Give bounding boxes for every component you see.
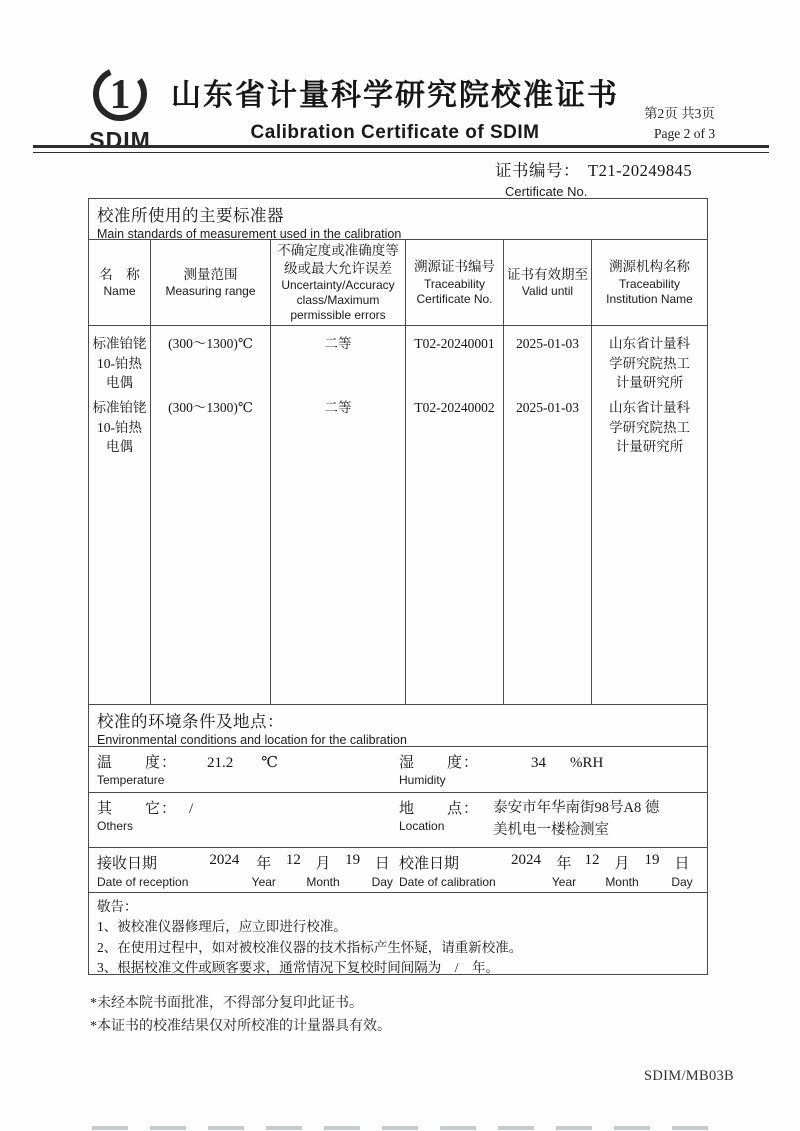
day-unit: 日 [674, 856, 690, 872]
environment-section-title [89, 704, 707, 746]
temperature-value: 21.2 [207, 755, 234, 771]
standards-table-header [89, 239, 707, 326]
humidity-block [399, 747, 707, 792]
year-unit: 年 [256, 856, 272, 872]
next-page-edge [92, 1126, 708, 1130]
reception-date-block: 接收日期 Date of reception 2024 年 Year 12 月 Month 19 日 Day [89, 848, 399, 892]
header-cell-valid-until: 证书有效期至 Valid until [504, 240, 592, 325]
humidity-unit: %RH [570, 755, 604, 771]
certificate-number-block [495, 157, 692, 199]
reception-label-cn: 接收日期 [97, 856, 158, 872]
sdim-logo-icon [87, 64, 153, 126]
notice-item: 2、在使用过程中，如对被校准仪器的技术指标产生怀疑，请重新校准。 [97, 939, 523, 955]
logo-text: SDIM [89, 127, 151, 153]
column-traceability-no [406, 326, 504, 704]
header-cell-range: 测量范围 Measuring range [151, 240, 271, 325]
standards-table-body [89, 326, 707, 704]
calibration-date-block: 校准日期 Date of calibration 2024 年 Year 12 月 Month 19 日 Day [399, 848, 707, 892]
humidity-value: 34 [531, 755, 547, 771]
certificate-title-en: Calibration Certificate of SDIM [250, 122, 540, 143]
table-cell: 二等 [324, 400, 352, 415]
table-cell: (300～1300)℃ [168, 400, 253, 415]
footnotes [90, 992, 391, 1038]
temperature-label-cn: 温 度： [97, 755, 178, 771]
calibration-year: 2024 [511, 852, 541, 868]
month-unit: 月 [315, 856, 331, 872]
temperature-block [89, 747, 399, 792]
notice-section [89, 892, 707, 976]
footnote: *未经本院书面批准，不得部分复印此证书。 [90, 996, 363, 1011]
table-cell: 二等 [324, 336, 352, 351]
svg-text:1: 1 [109, 72, 131, 118]
header-cell-traceability-no: 溯源证书编号 Traceability Certificate No. [406, 240, 504, 325]
table-cell: 标准铂铑10-铂热电偶 [92, 400, 147, 455]
header-cell-name: 名 称 Name [89, 240, 151, 325]
location-label-en: Location [399, 819, 445, 833]
others-label-en: Others [97, 819, 134, 833]
notice-title: 敬告： [97, 899, 138, 914]
header-cell-uncertainty: 不确定度或准确度等级或最大允许误差 Uncertainty/Accuracy class/Maximum permissible errors [271, 240, 406, 325]
calibration-day: 19 [644, 852, 660, 868]
table-cell: 标准铂铑10-铂热电偶 [92, 336, 147, 391]
year-unit: 年 [556, 856, 572, 872]
location-label-cn: 地 点： [399, 801, 480, 817]
reception-month: 12 [285, 852, 301, 868]
notice-item: 1、被校准仪器修理后，应立即进行校准。 [97, 919, 347, 935]
calibration-label-cn: 校准日期 [399, 856, 460, 872]
header-divider [33, 145, 769, 153]
certificate-body-box [88, 198, 708, 975]
location-block [399, 793, 707, 847]
column-valid-until [504, 326, 592, 704]
day-unit: 日 [374, 856, 390, 872]
environment-title-en: Environmental conditions and location for the calibration [97, 733, 407, 747]
others-label-cn: 其 它： [97, 801, 178, 817]
dates-row [89, 847, 707, 892]
others-block [89, 793, 399, 847]
humidity-label-cn: 湿 度： [399, 755, 480, 771]
calibration-label-en: Date of calibration [399, 875, 496, 889]
page-info [644, 104, 754, 143]
form-code: SDIM/MB03B [644, 1068, 735, 1084]
table-cell: 山东省计量科学研究院热工计量研究所 [609, 400, 690, 455]
certificate-number-value: T21-20249845 [588, 161, 693, 180]
column-institution [592, 326, 707, 704]
reception-day: 19 [345, 852, 361, 868]
certificate-number-label-en: Certificate No. [505, 184, 588, 199]
calibration-month: 12 [584, 852, 600, 868]
location-value: 泰安市年华南街98号A8 德美机电一楼检测室 [493, 800, 660, 839]
environment-values-row [89, 746, 707, 792]
temperature-unit: ℃ [261, 755, 279, 771]
page-info-en: Page 2 of 3 [654, 125, 716, 141]
table-cell: 2025-01-03 [516, 336, 579, 351]
standards-section-title [89, 199, 707, 239]
reception-label-en: Date of reception [97, 875, 189, 889]
others-value: / [189, 801, 194, 817]
reception-year: 2024 [209, 852, 240, 868]
header-cell-institution: 溯源机构名称 Traceability Institution Name [606, 259, 693, 306]
notice-item: 3、根据校准文件或顾客要求，通常情况下复校时间间隔为 / 年。 [97, 959, 499, 975]
column-uncertainty [271, 326, 406, 704]
sdim-logo [76, 64, 164, 154]
humidity-label-en: Humidity [399, 773, 446, 787]
month-unit: 月 [614, 856, 630, 872]
standards-title-en: Main standards of measurement used in the calibration [97, 227, 402, 241]
certificate-header [160, 70, 630, 144]
table-cell: 2025-01-03 [516, 400, 579, 415]
environment-title-cn: 校准的环境条件及地点： [97, 712, 284, 731]
table-cell: (300～1300)℃ [168, 336, 253, 351]
standards-title-cn: 校准所使用的主要标准器 [97, 206, 284, 225]
table-cell: 山东省计量科学研究院热工计量研究所 [609, 336, 690, 391]
column-name [89, 326, 151, 704]
table-cell: T02-20240002 [414, 400, 495, 415]
certificate-number-label-cn: 证书编号： [495, 161, 580, 180]
temperature-label-en: Temperature [97, 773, 165, 787]
column-range [151, 326, 271, 704]
footnote: *本证书的校准结果仅对所校准的计量器具有效。 [90, 1019, 391, 1035]
table-cell: T02-20240001 [414, 336, 495, 351]
certificate-title-cn: 山东省计量科学研究院校准证书 [171, 79, 619, 112]
page-info-cn: 第2页 共3页 [644, 106, 715, 121]
others-location-row [89, 792, 707, 847]
